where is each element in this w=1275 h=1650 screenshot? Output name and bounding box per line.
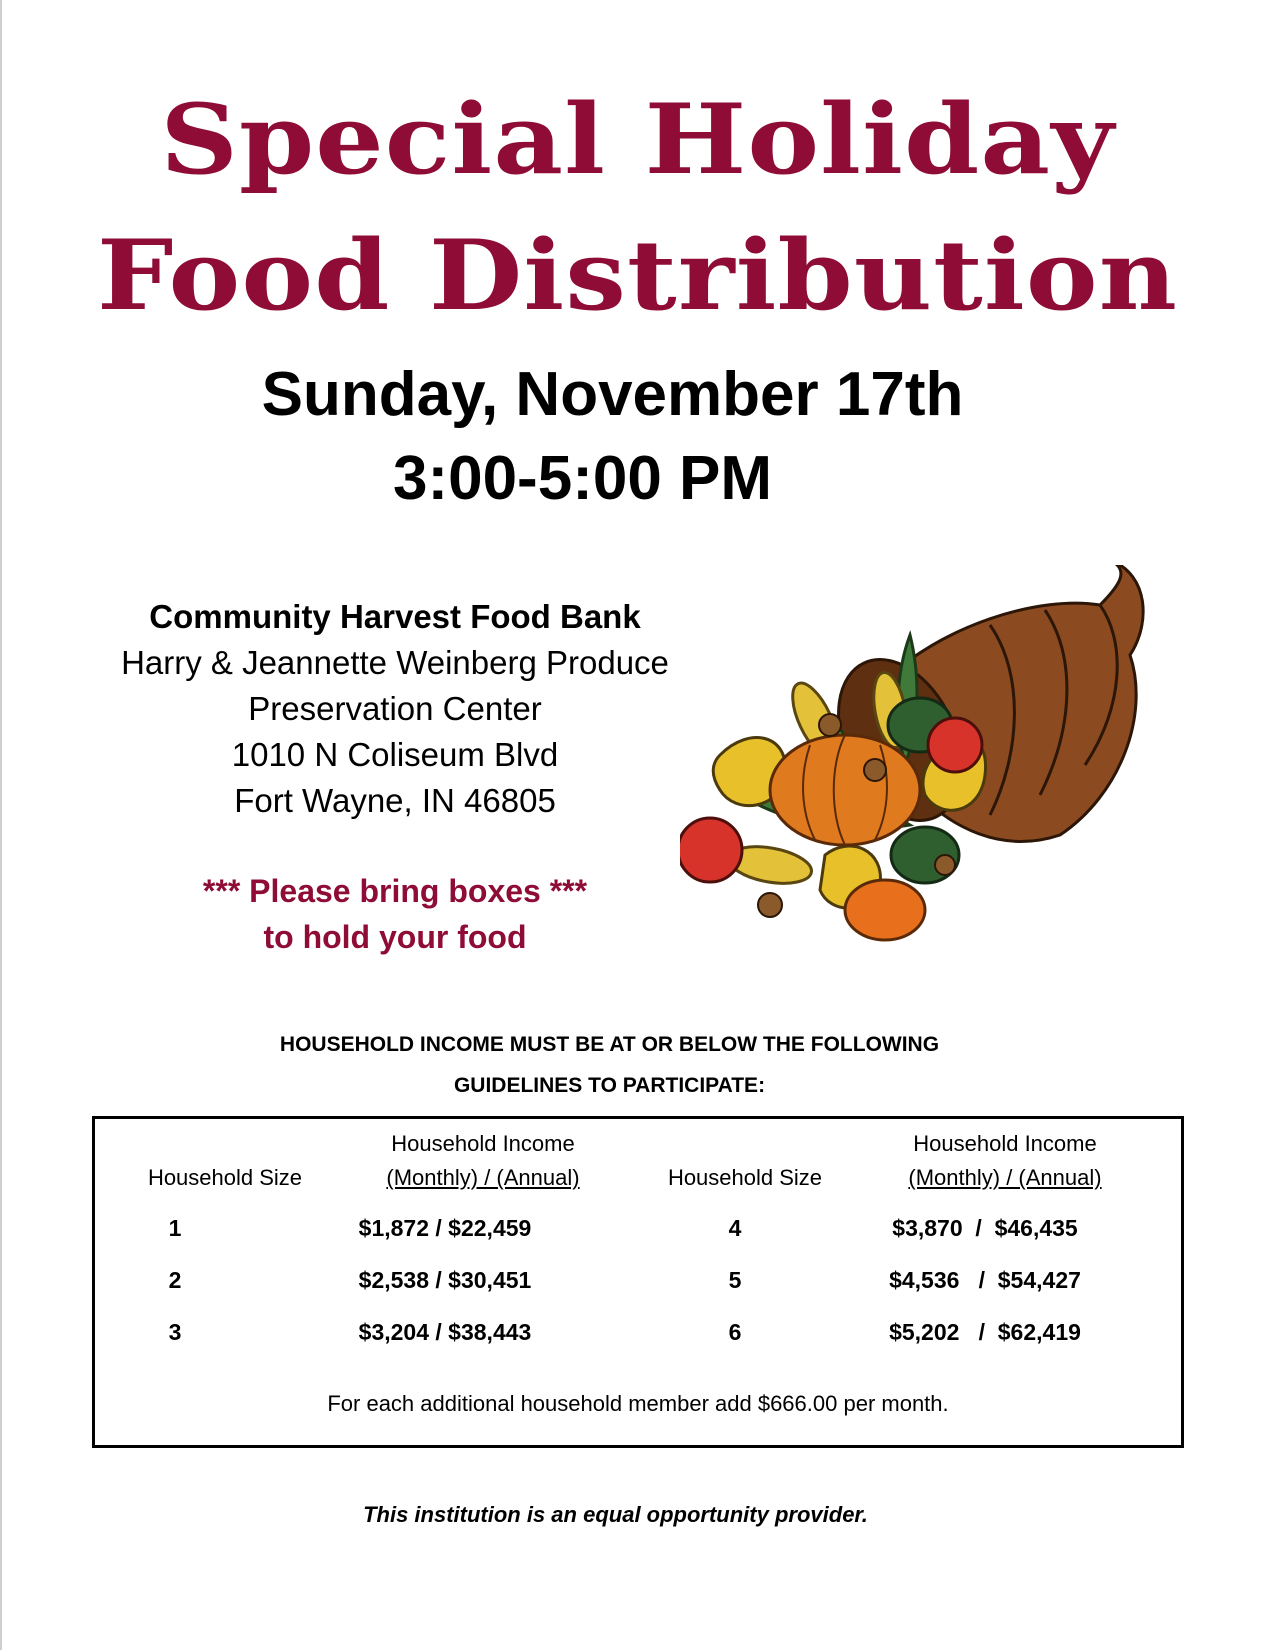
table-row-size: 3 xyxy=(168,1319,182,1345)
location-name: Community Harvest Food Bank xyxy=(149,598,641,635)
equal-opportunity-statement: This institution is an equal opportunity provider. xyxy=(363,1502,868,1527)
income-header-line-2: (Monthly) / (Annual) xyxy=(386,1165,580,1190)
note-line-1: *** Please bring boxes *** xyxy=(202,873,588,909)
income-header-line-1: Household Income xyxy=(391,1131,575,1156)
bring-boxes-note xyxy=(100,868,690,960)
event-date: Sunday, November 17th xyxy=(261,360,964,429)
table-row-income: $4,536 / $54,427 xyxy=(889,1267,1081,1293)
income-table xyxy=(92,1116,1184,1448)
location-line-1: Harry & Jeannette Weinberg Produce xyxy=(121,644,669,681)
table-row-income: $3,870 / $46,435 xyxy=(892,1215,1078,1241)
location-block xyxy=(60,594,730,824)
table-row-income: $2,538 / $30,451 xyxy=(358,1267,532,1293)
size-header: Household Size xyxy=(147,1165,303,1190)
table-row-size: 1 xyxy=(168,1215,182,1241)
note-line-2: to hold your food xyxy=(263,919,527,955)
title-line-2: Food Distribution xyxy=(96,219,1179,332)
table-row-size: 5 xyxy=(728,1267,742,1293)
size-header-right: Household Size xyxy=(667,1165,823,1190)
table-row-income: $5,202 / $62,419 xyxy=(889,1319,1081,1345)
table-row-size: 2 xyxy=(168,1267,182,1293)
title-line-1: Special Holiday xyxy=(160,83,1115,196)
table-row-size: 6 xyxy=(728,1319,742,1345)
location-street: 1010 N Coliseum Blvd xyxy=(231,736,559,773)
cornucopia-icon xyxy=(680,565,1200,995)
guidelines-line-2: GUIDELINES TO PARTICIPATE: xyxy=(453,1074,766,1097)
location-city: Fort Wayne, IN 46805 xyxy=(234,782,556,819)
location-line-2: Preservation Center xyxy=(248,690,542,727)
additional-member-note: For each additional household member add $666.00 per month. xyxy=(327,1391,949,1416)
income-header-line-2-right: (Monthly) / (Annual) xyxy=(908,1165,1102,1190)
table-row-income: $3,204 / $38,443 xyxy=(358,1319,532,1345)
table-row-size: 4 xyxy=(728,1215,742,1241)
income-header-line-1-right: Household Income xyxy=(913,1131,1097,1156)
table-row-income: $1,872 / $22,459 xyxy=(358,1215,532,1241)
event-time: 3:00-5:00 PM xyxy=(392,444,773,513)
guidelines-line-1: HOUSEHOLD INCOME MUST BE AT OR BELOW THE FOLLOWING xyxy=(279,1033,940,1056)
income-guidelines-heading xyxy=(0,1024,1247,1106)
